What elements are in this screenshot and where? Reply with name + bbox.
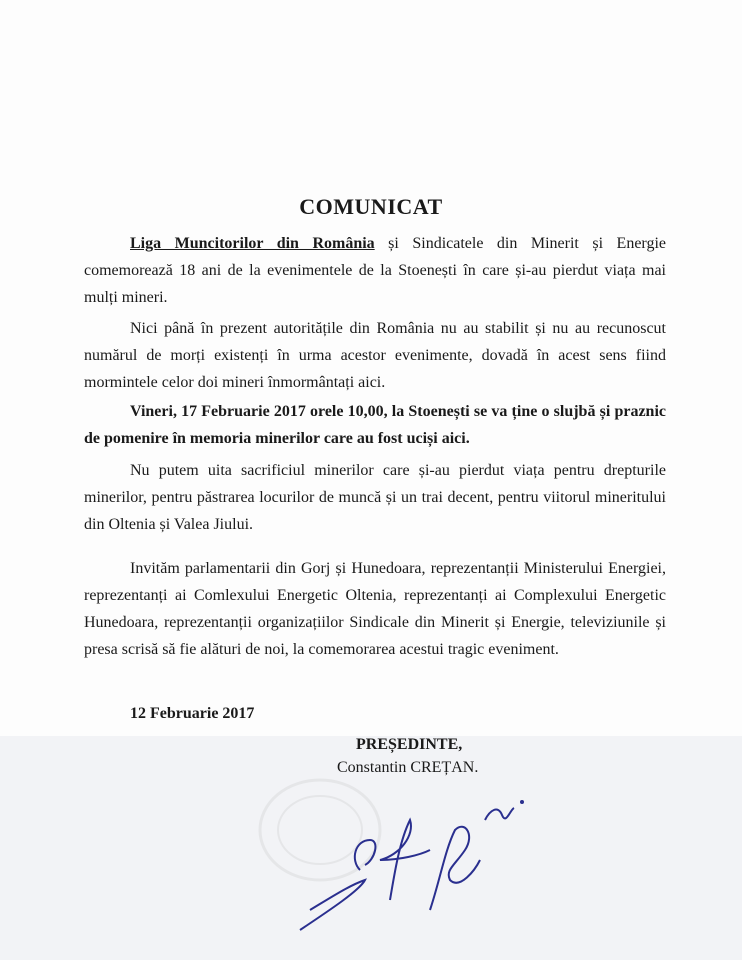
signatory-title: PREȘEDINTE, [356, 736, 463, 753]
handwritten-signature [270, 780, 540, 940]
organization-name: Liga Muncitorilor din România [130, 235, 375, 252]
paragraph-event: Vineri, 17 Februarie 2017 orele 10,00, la Stoenești se va ține o slujbă și praznic de pomenire în memoria minerilor care au fost uciși aici. [84, 403, 666, 447]
paragraph-2: Nici până în prezent autoritățile din România nu au stabilit și nu au recunoscut numărul de morți existenți în urma acestor evenimente, dovadă în acest sens fiind mormintele celor doi mineri înmormântați aici. [84, 320, 666, 391]
signatory-name: Constantin CREȚAN. [337, 759, 479, 776]
paragraph-1 [84, 230, 666, 311]
paragraph-4: Nu putem uita sacrificiul minerilor care și-au pierdut viața pentru drepturile minerilor, pentru păstrarea locurilor de muncă și un trai decent, pentru viitorul mineritului din Oltenia și Valea Jiului. [84, 462, 666, 533]
paragraph-invitation: Invităm parlamentarii din Gorj și Hunedoara, reprezentanții Ministerului Energiei, reprezentanți ai Comlexului Energetic Oltenia, reprezentanți ai Complexului Energetic Hunedoara, reprezentanții organizațiilor Sindicale din Minerit și Energie, televiziunile și presa scrisă să fie alături de noi, la comemorarea acestui tragic eveniment. [84, 560, 666, 658]
paragraph-1-text: și Sindicatele din Minerit și Energie comemorează 18 ani de la evenimentele de la Stoenești în care și-au pierdut viața mai mulți mineri. [84, 235, 666, 306]
document-title: COMUNICAT [299, 194, 443, 219]
document-date: 12 Februarie 2017 [130, 705, 255, 722]
